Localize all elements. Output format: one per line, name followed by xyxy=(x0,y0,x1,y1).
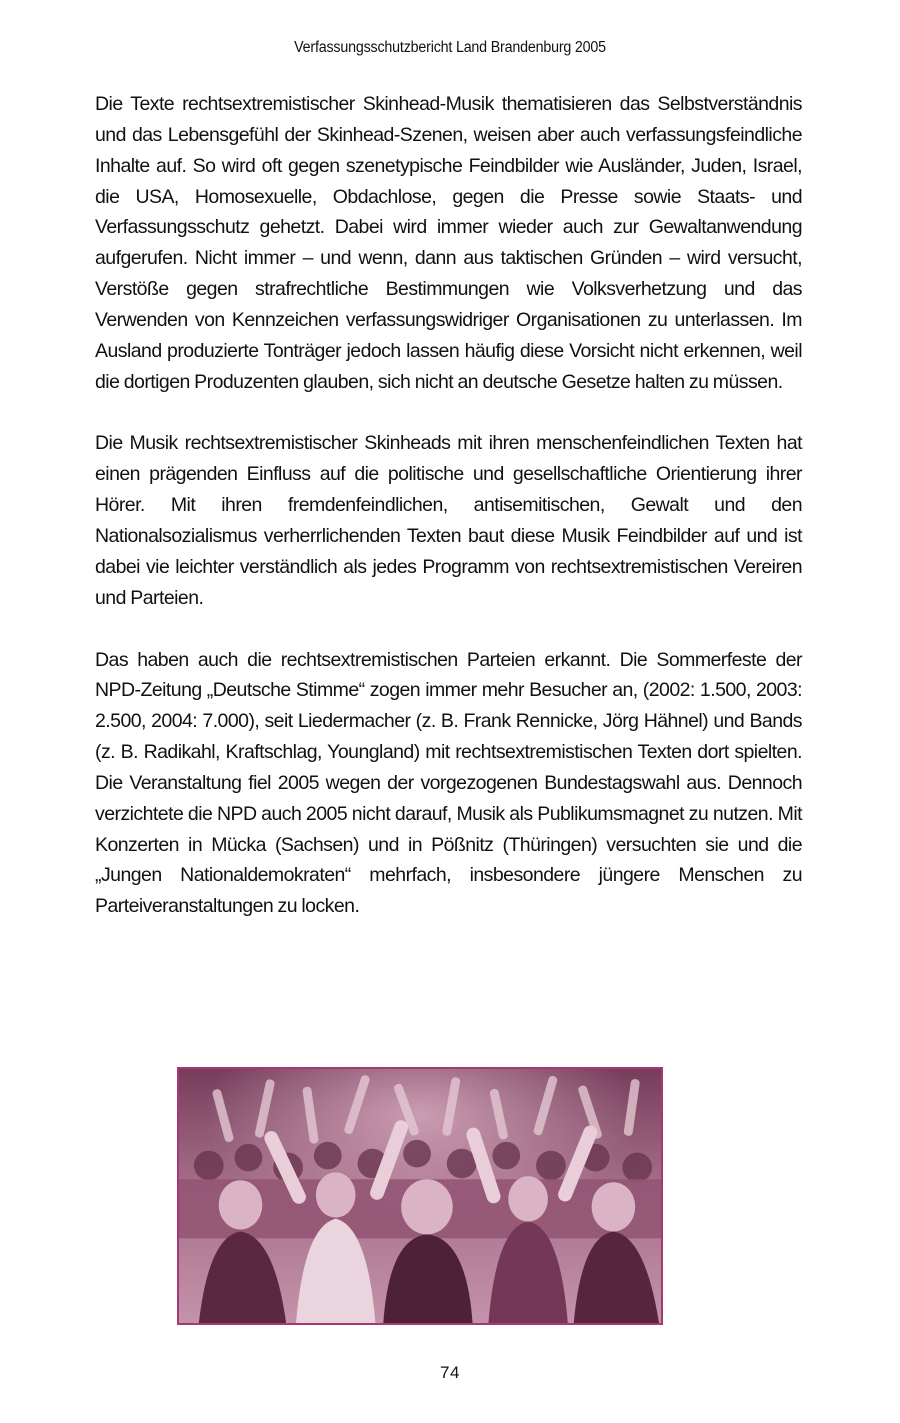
paragraph-npd-summer-festivals: Das haben auch die rechtsextremistischen Parteien erkannt. Die Sommerfeste der NPD-Zeitung „Deutsche Stimme“ zogen immer mehr Besucher an, (2002: 1.500, 2003: 2.500, 2004: 7.000), seit Liedermacher (z. B. Frank Rennicke, Jörg Hähnel) und Bands (z. B. Radikahl, Kraftschlag, Youngland) mit rechtsextremistischen Texten dort spielten. Die Veranstaltung fiel 2005 wegen der vorgezogenen Bundestagswahl aus. Dennoch verzichtete die NPD auch 2005 nicht darauf, Musik als Publikumsmagnet zu nutzen. Mit Konzerten in Mücka (Sachsen) und in Pößnitz (Thüringen) versuchten sie und die „Jungen Nationaldemokraten“ mehrfach, insbesondere jüngere Menschen zu Parteiveranstaltungen zu locken. xyxy=(95,648,802,918)
page-number: 74 xyxy=(440,1363,460,1382)
running-header: Verfassungsschutzbericht Land Brandenburg 2005 xyxy=(294,39,606,56)
paragraph-music-influence: Die Musik rechtsextremistischer Skinheads mit ihren menschenfeindlichen Texten hat einen prägenden Einfluss auf die politische und gesellschaftliche Orientierung ihrer Hörer. Mit ihren fremdenfeindlichen, antisemitischen, Gewalt und den Nationalsozialismus verherrlichenden Texten baut diese Musik Feindbilder auf und ist dabei vie leichter verständlich als jedes Programm von rechtsextremistischen Vereiren und Parteien. xyxy=(95,432,802,609)
paragraph-skinhead-music-lyrics: Die Texte rechtsextremistischer Skinhead-Musik thematisieren das Selbstverständnis und das Lebensgefühl der Skinhead-Szenen, weisen aber auch verfassungsfeindliche Inhalte auf. So wird oft gegen szenetypische Feindbilder wie Ausländer, Juden, Israel, die USA, Homosexuelle, Obdachlose, gegen die Presse sowie Staats- und Verfassungsschutz gehetzt. Dabei wird immer wieder auch zur Gewaltanwendung aufgerufen. Nicht immer – und wenn, dann aus taktischen Gründen – wird versucht, Verstöße gegen strafrechtliche Bestimmungen wie Volksverhetzung und das Verwenden von Kennzeichen verfassungswidriger Organisationen zu unterlassen. Im Ausland produzierte Tonträger jedoch lassen häufig diese Vorsicht nicht erkennen, weil die dortigen Produzenten glauben, sich nicht an deutsche Gesetze halten zu müssen. xyxy=(95,93,802,393)
body-text xyxy=(95,89,802,922)
concert-crowd-image xyxy=(179,1069,661,1323)
concert-crowd-photo xyxy=(177,1067,663,1325)
